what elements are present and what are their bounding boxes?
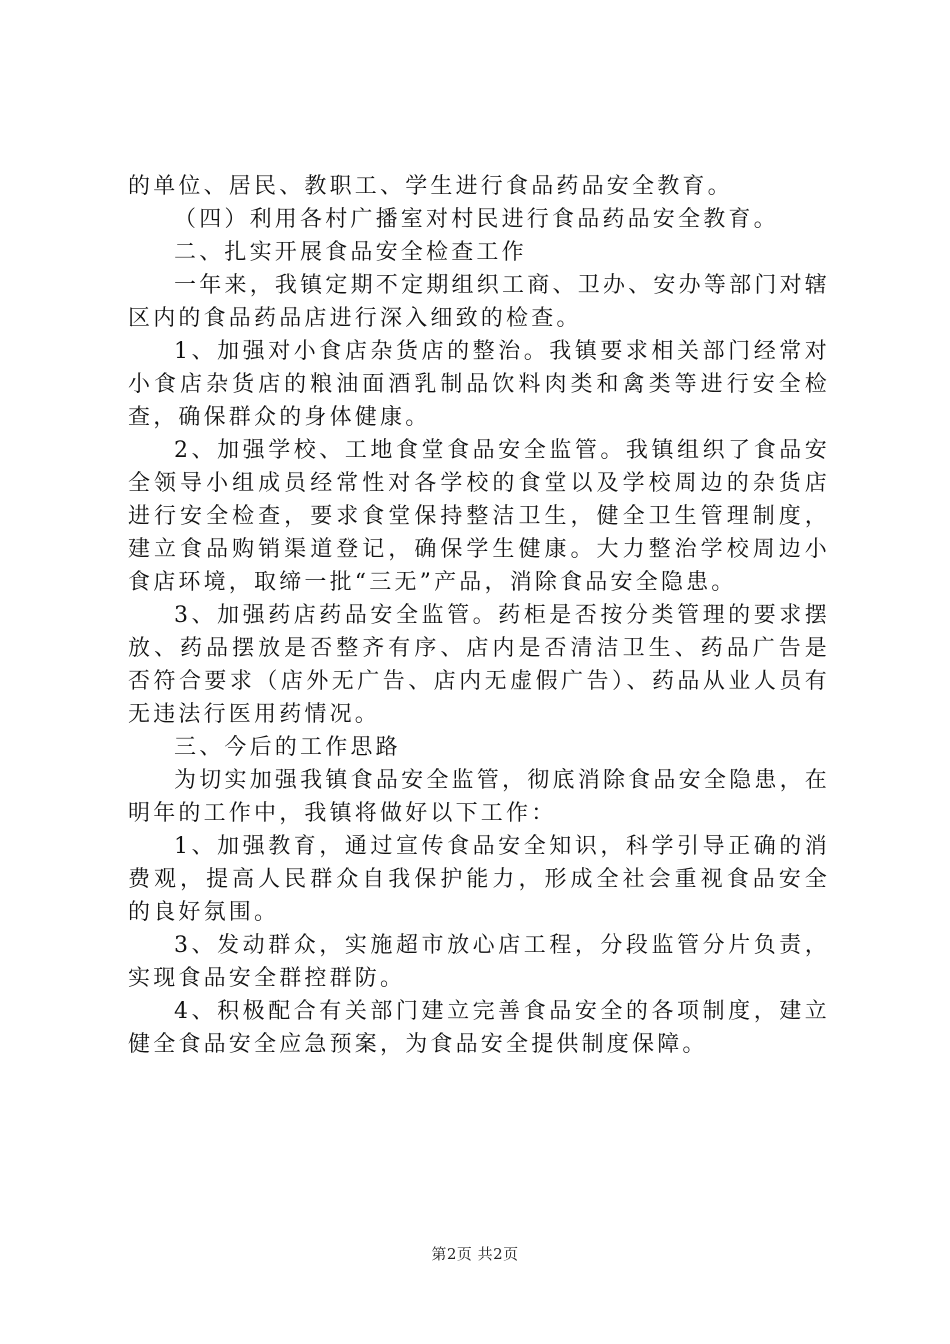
paragraph-cooperation: 4、积极配合有关部门建立完善食品安全的各项制度，建立健全食品安全应急预案，为食品安全提供制度保障。 xyxy=(128,999,830,1057)
section-heading-inspection: 二、扎实开展食品安全检查工作 xyxy=(174,240,527,265)
paragraph-continuation: 的单位、居民、教职工、学生进行食品药品安全教育。 xyxy=(128,174,733,199)
page-number-footer: 第2页 共2页 xyxy=(431,1245,519,1263)
paragraph-mobilize-public: 3、发动群众，实施超市放心店工程，分段监管分片负责，实现食品安全群控群防。 xyxy=(128,933,830,991)
paragraph-future-intro: 为切实加强我镇食品安全监管，彻底消除食品安全隐患，在明年的工作中，我镇将做好以下工作： xyxy=(128,768,830,826)
paragraph-item-four: （四）利用各村广播室对村民进行食品药品安全教育。 xyxy=(174,207,779,232)
paragraph-small-shops: 1、加强对小食店杂货店的整治。我镇要求相关部门经常对小食店杂货店的粮油面酒乳制品饮料肉类和禽类等进行安全检查，确保群众的身体健康。 xyxy=(128,339,830,430)
paragraph-pharmacies: 3、加强药店药品安全监管。药柜是否按分类管理的要求摆放、药品摆放是否整齐有序、店内是否清洁卫生、药品广告是否符合要求（店外无广告、店内无虚假广告）、药品从业人员有无违法行医用药情况。 xyxy=(128,603,830,727)
paragraph-education: 1、加强教育，通过宣传食品安全知识，科学引导正确的消费观，提高人民群众自我保护能力，形成全社会重视食品安全的良好氛围。 xyxy=(128,834,830,925)
paragraph-school-canteens: 2、加强学校、工地食堂食品安全监管。我镇组织了食品安全领导小组成员经常性对各学校的食堂以及学校周边的杂货店进行安全检查，要求食堂保持整洁卫生，健全卫生管理制度，建立食品购销渠道登记，确保学生健康。大力整治学校周边小食店环境，取缔一批“三无”产品，消除食品安全隐患。 xyxy=(128,438,830,595)
paragraph-inspection-intro: 一年来，我镇定期不定期组织工商、卫办、安办等部门对辖区内的食品药品店进行深入细致的检查。 xyxy=(128,273,830,331)
document-body xyxy=(128,170,830,1061)
section-heading-future-work: 三、今后的工作思路 xyxy=(174,735,401,760)
